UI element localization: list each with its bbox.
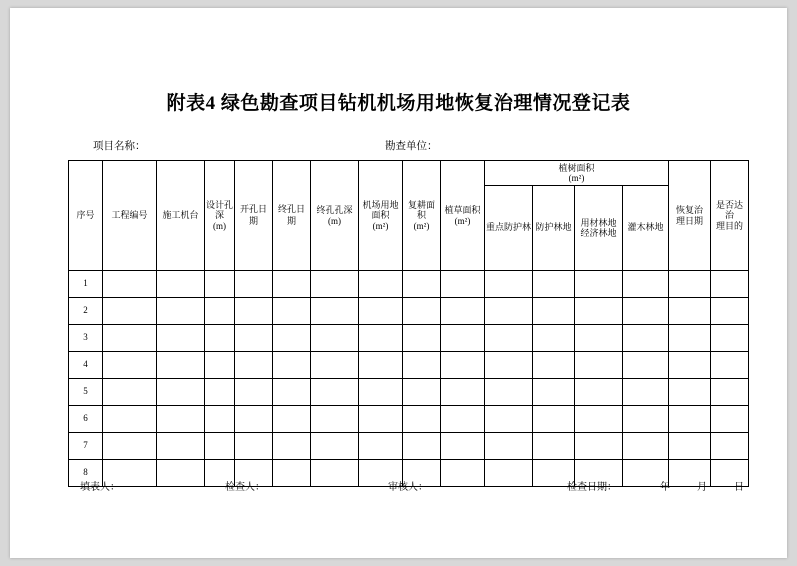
page-title: 附表4 绿色勘查项目钻机机场用地恢复治理情况登记表 — [166, 93, 631, 114]
col-site-area: 机场用地面积 (m²) — [359, 161, 403, 271]
cell[interactable] — [403, 379, 441, 406]
cell[interactable] — [669, 406, 711, 433]
cell[interactable] — [575, 379, 623, 406]
check-date-label: 检查日期： — [567, 482, 617, 493]
cell[interactable] — [669, 433, 711, 460]
col-recultivation-area: 复耕面积 (m²) — [403, 161, 441, 271]
cell[interactable] — [623, 433, 669, 460]
cell[interactable] — [235, 379, 273, 406]
cell[interactable] — [533, 406, 575, 433]
cell[interactable] — [711, 433, 749, 460]
cell[interactable] — [359, 406, 403, 433]
cell[interactable] — [311, 352, 359, 379]
cell[interactable] — [311, 325, 359, 352]
cell[interactable] — [403, 271, 441, 298]
col-start-date: 开孔日期 — [235, 161, 273, 271]
cell[interactable] — [157, 433, 205, 460]
cell[interactable] — [575, 271, 623, 298]
cell[interactable] — [485, 325, 533, 352]
cell[interactable] — [359, 352, 403, 379]
cell[interactable] — [441, 271, 485, 298]
cell[interactable] — [205, 352, 235, 379]
cell[interactable] — [157, 271, 205, 298]
cell[interactable] — [669, 379, 711, 406]
cell[interactable] — [205, 298, 235, 325]
cell[interactable] — [485, 271, 533, 298]
col-rig-platform: 施工机台 — [157, 161, 205, 271]
cell[interactable] — [623, 379, 669, 406]
cell[interactable] — [157, 379, 205, 406]
col-end-date: 终孔日期 — [273, 161, 311, 271]
cell[interactable] — [359, 325, 403, 352]
cell[interactable] — [485, 460, 533, 487]
cell[interactable] — [311, 433, 359, 460]
cell[interactable] — [711, 271, 749, 298]
cell[interactable] — [273, 433, 311, 460]
cell[interactable] — [669, 325, 711, 352]
cell[interactable] — [575, 325, 623, 352]
cell[interactable] — [235, 352, 273, 379]
cell[interactable] — [711, 298, 749, 325]
cell[interactable] — [359, 298, 403, 325]
cell[interactable] — [403, 352, 441, 379]
col-final-depth: 终孔孔深 (m) — [311, 161, 359, 271]
cell[interactable] — [273, 379, 311, 406]
cell[interactable] — [533, 325, 575, 352]
table-row — [69, 325, 749, 352]
document-page — [10, 8, 787, 558]
cell[interactable] — [103, 271, 157, 298]
col-project-code: 工程编号 — [103, 161, 157, 271]
cell[interactable] — [235, 271, 273, 298]
year-label: 年 — [660, 482, 670, 493]
filler-label: 填表人： — [80, 482, 120, 493]
cell[interactable] — [157, 460, 205, 487]
reviewer-label: 审核人： — [388, 482, 428, 493]
cell[interactable] — [103, 406, 157, 433]
cell[interactable] — [205, 406, 235, 433]
cell[interactable] — [485, 433, 533, 460]
cell[interactable] — [157, 325, 205, 352]
cell[interactable] — [359, 433, 403, 460]
month-label: 月 — [697, 482, 707, 493]
row-no: 5 — [69, 379, 103, 406]
cell[interactable] — [311, 379, 359, 406]
col-timber-economic-forest: 用材林地 经济林地 — [575, 186, 623, 271]
row-no: 4 — [69, 352, 103, 379]
cell[interactable] — [711, 406, 749, 433]
cell[interactable] — [235, 433, 273, 460]
cell[interactable] — [441, 406, 485, 433]
cell[interactable] — [575, 433, 623, 460]
cell[interactable] — [103, 352, 157, 379]
cell[interactable] — [575, 298, 623, 325]
table-row — [69, 271, 749, 298]
cell[interactable] — [403, 406, 441, 433]
cell[interactable] — [533, 271, 575, 298]
row-no: 7 — [69, 433, 103, 460]
col-goal-reached: 是否达治 理目的 — [711, 161, 749, 271]
cell[interactable] — [273, 325, 311, 352]
cell[interactable] — [533, 433, 575, 460]
cell[interactable] — [533, 379, 575, 406]
cell[interactable] — [157, 406, 205, 433]
table-row — [69, 406, 749, 433]
col-shelter-forest-land: 防护林地 — [533, 186, 575, 271]
col-restoration-date: 恢复治 理日期 — [669, 161, 711, 271]
cell[interactable] — [575, 352, 623, 379]
row-no: 8 — [69, 460, 103, 487]
cell[interactable] — [311, 271, 359, 298]
cell[interactable] — [669, 271, 711, 298]
cell[interactable] — [533, 298, 575, 325]
cell[interactable] — [623, 406, 669, 433]
cell[interactable] — [623, 352, 669, 379]
cell[interactable] — [273, 298, 311, 325]
cell[interactable] — [273, 271, 311, 298]
cell[interactable] — [711, 352, 749, 379]
day-label: 日 — [734, 482, 744, 493]
cell[interactable] — [157, 298, 205, 325]
col-no: 序号 — [69, 161, 103, 271]
cell[interactable] — [485, 298, 533, 325]
table-body — [69, 271, 749, 487]
cell[interactable] — [235, 406, 273, 433]
cell[interactable] — [403, 325, 441, 352]
cell[interactable] — [103, 379, 157, 406]
row-no: 1 — [69, 271, 103, 298]
row-no: 3 — [69, 325, 103, 352]
col-group-tree-area: 植树面积 (m²) — [485, 161, 669, 186]
cell[interactable] — [533, 352, 575, 379]
cell[interactable] — [485, 352, 533, 379]
table-row — [69, 433, 749, 460]
cell[interactable] — [441, 298, 485, 325]
cell[interactable] — [311, 406, 359, 433]
cell[interactable] — [575, 406, 623, 433]
cell[interactable] — [441, 433, 485, 460]
cell[interactable] — [311, 298, 359, 325]
row-no: 2 — [69, 298, 103, 325]
cell[interactable] — [403, 433, 441, 460]
cell[interactable] — [669, 352, 711, 379]
col-key-shelter-forest: 重点防护林 — [485, 186, 533, 271]
cell[interactable] — [205, 433, 235, 460]
cell[interactable] — [359, 379, 403, 406]
cell[interactable] — [235, 325, 273, 352]
cell[interactable] — [441, 352, 485, 379]
cell[interactable] — [103, 298, 157, 325]
table-header-row — [69, 161, 749, 186]
cell[interactable] — [157, 352, 205, 379]
row-no: 6 — [69, 406, 103, 433]
table-row — [69, 298, 749, 325]
cell[interactable] — [311, 460, 359, 487]
cell[interactable] — [205, 379, 235, 406]
cell[interactable] — [623, 271, 669, 298]
table-row — [69, 379, 749, 406]
cell[interactable] — [273, 460, 311, 487]
cell[interactable] — [103, 433, 157, 460]
cell[interactable] — [623, 325, 669, 352]
cell[interactable] — [205, 271, 235, 298]
cell[interactable] — [485, 406, 533, 433]
cell[interactable] — [359, 271, 403, 298]
table-row — [69, 352, 749, 379]
cell[interactable] — [273, 406, 311, 433]
cell[interactable] — [205, 325, 235, 352]
cell[interactable] — [403, 298, 441, 325]
cell[interactable] — [273, 352, 311, 379]
cell[interactable] — [235, 298, 273, 325]
cell[interactable] — [103, 325, 157, 352]
cell[interactable] — [711, 325, 749, 352]
cell[interactable] — [669, 298, 711, 325]
cell[interactable] — [711, 379, 749, 406]
col-design-depth: 设计孔深 (m) — [205, 161, 235, 271]
cell[interactable] — [441, 379, 485, 406]
project-name-label: 项目名称： — [93, 141, 146, 152]
registration-table — [68, 160, 749, 487]
checker-label: 检查人： — [225, 482, 265, 493]
cell[interactable] — [623, 298, 669, 325]
col-shrub-land: 灌木林地 — [623, 186, 669, 271]
col-grass-area: 植草面积 (m²) — [441, 161, 485, 271]
cell[interactable] — [441, 325, 485, 352]
cell[interactable] — [441, 460, 485, 487]
survey-unit-label: 勘查单位： — [385, 141, 438, 152]
cell[interactable] — [485, 379, 533, 406]
